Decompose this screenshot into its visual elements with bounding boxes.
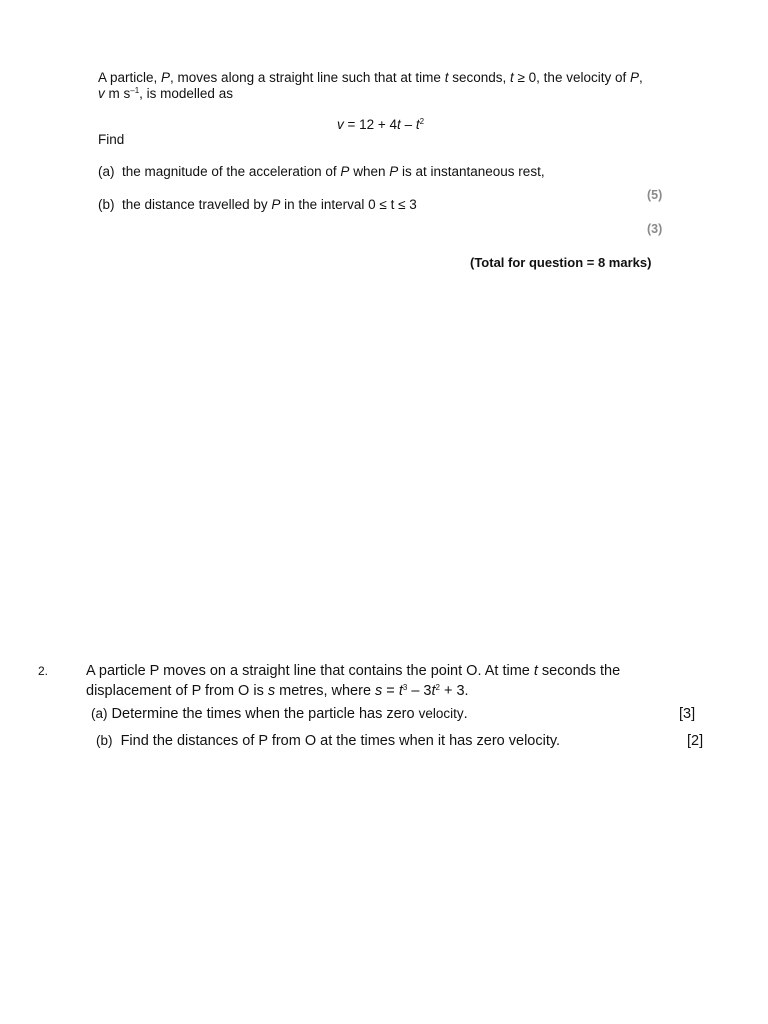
q2-part-b: (b) Find the distances of P from O at the times when it has zero velocity. bbox=[96, 733, 561, 749]
q1-part-b-label: (b) bbox=[98, 197, 115, 212]
q2-line2: displacement of P from O is s metres, where $s = t^3 - 3t^2 + 3$. bbox=[86, 683, 469, 699]
q1-intro-line2: v m $s^{-1}$, is modelled as bbox=[98, 86, 233, 101]
q1-find: Find bbox=[98, 132, 125, 147]
q2-line1: A particle P moves on a straight line that contains the point O. At time t seconds the bbox=[86, 663, 621, 679]
q1-part-a-label: (a) bbox=[98, 164, 115, 179]
q2-part-b-mark: [2] bbox=[687, 733, 704, 749]
q2-part-a: (a) Determine the times when the particle has zero velocity. bbox=[91, 706, 468, 722]
q1-total-marks: (Total for question = 8 marks) bbox=[470, 255, 652, 270]
q2-part-a-mark: [3] bbox=[679, 706, 696, 722]
q2-number: 2. bbox=[38, 664, 49, 678]
q1-mark-a: (5) bbox=[647, 188, 663, 202]
q1-mark-b: (3) bbox=[647, 222, 663, 236]
q2-part-b-label: (b) bbox=[96, 733, 113, 748]
q1-intro-line1: A particle, P, moves along a straight line such that at time t seconds, t ≥ 0, the velocity of P, bbox=[98, 70, 643, 85]
q1-velocity-equation: $v = 12 + 4t - t^2$ bbox=[337, 117, 425, 132]
q1-part-a: (a) the magnitude of the acceleration of P when P is at instantaneous rest, bbox=[98, 164, 545, 179]
q1-part-b: (b) the distance travelled by P in the interval 0 ≤ t ≤ 3 bbox=[98, 197, 417, 212]
q2-part-a-label: (a) bbox=[91, 706, 108, 721]
